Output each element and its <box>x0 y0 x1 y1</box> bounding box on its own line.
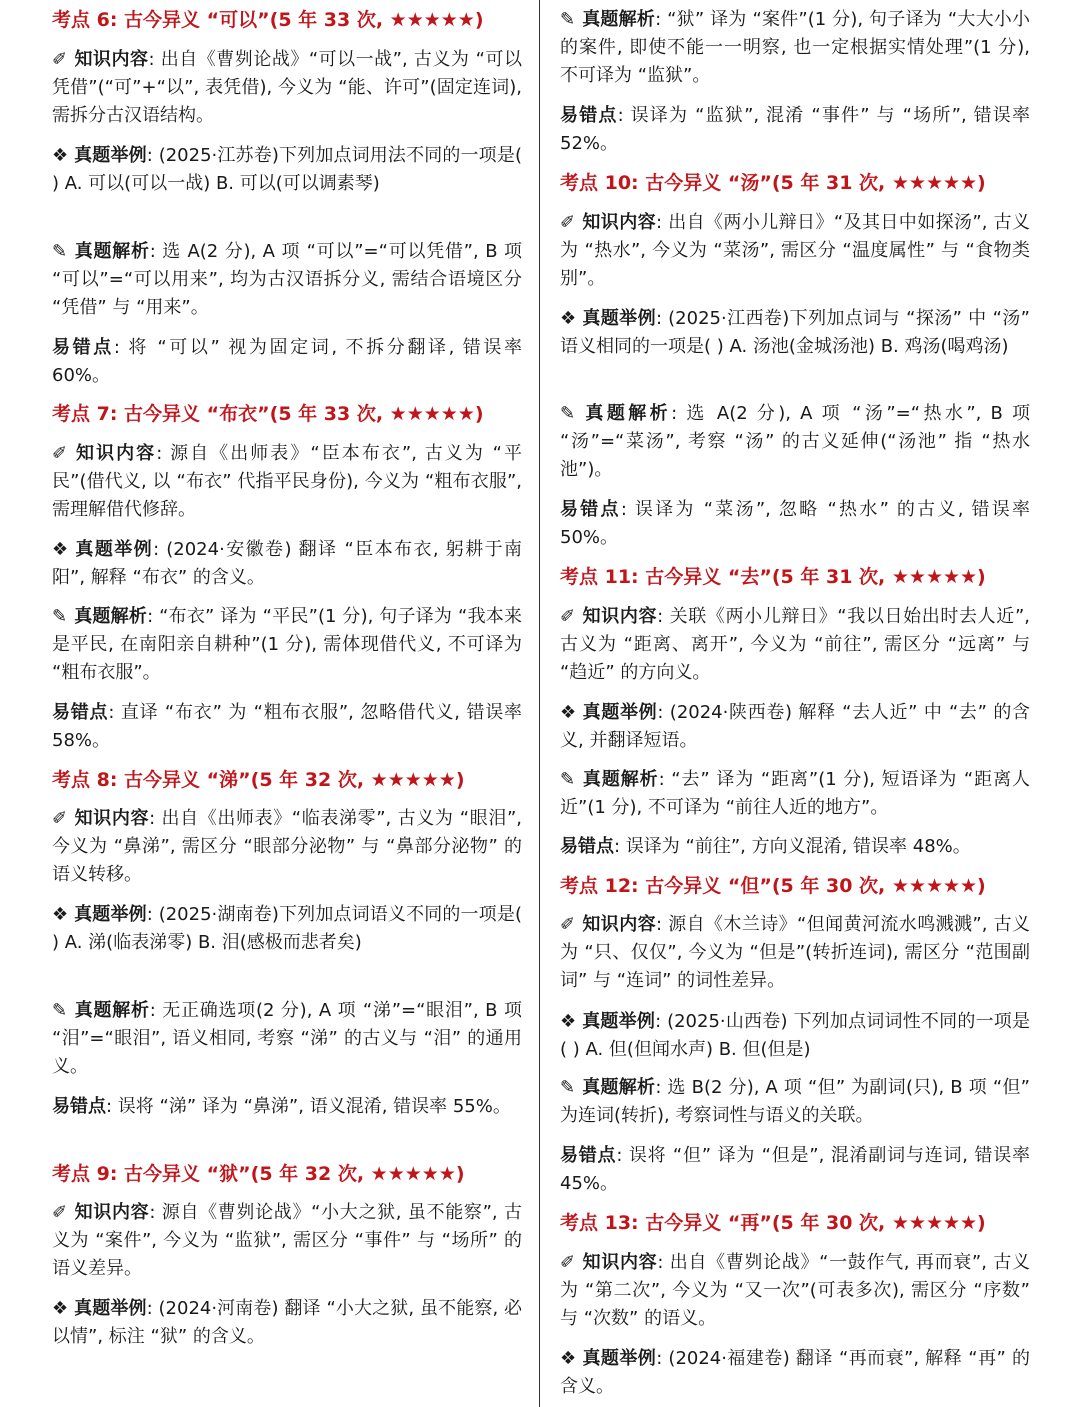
error-block <box>52 1093 522 1121</box>
pencil-icon: ✐ <box>52 49 68 70</box>
error-label: 易错点 <box>560 105 618 126</box>
error-block <box>560 833 1030 861</box>
example-label: 真题举例 <box>582 1348 657 1369</box>
diamond-icon: ❖ <box>52 904 69 925</box>
pencil-icon: ✐ <box>560 1252 576 1273</box>
example-block <box>560 699 1030 755</box>
section-heading: 考点 11: 古今异义 “去”(5 年 31 次, ★★★★★) <box>560 566 986 588</box>
pencil-icon: ✐ <box>560 606 576 627</box>
pencil-icon: ✐ <box>52 808 68 829</box>
example-text: : (2024·福建卷) 翻译 “再而衰”, 解释 “再” 的含义。 <box>560 1348 1030 1397</box>
example-block <box>52 1295 522 1351</box>
pencil-icon: ✐ <box>52 443 68 464</box>
example-block <box>52 901 522 957</box>
diamond-icon: ❖ <box>560 702 577 723</box>
knowledge-text: : 源自《曹刿论战》“小大之狱, 虽不能察”, 古义为 “案件”, 今义为 “监狱”, 需区分 “事件” 与 “场所” 的语义差异。 <box>52 1202 523 1279</box>
example-text: : (2024·陕西卷) 解释 “去人近” 中 “去” 的含义, 并翻译短语。 <box>560 702 1030 751</box>
section-heading: 考点 12: 古今异义 “但”(5 年 30 次, ★★★★★) <box>560 875 986 897</box>
section-kaodian-7 <box>52 400 522 428</box>
error-label: 易错点 <box>560 1145 617 1166</box>
error-block <box>52 334 522 390</box>
example-label: 真题举例 <box>582 308 656 329</box>
pen-icon: ✎ <box>560 1077 576 1098</box>
knowledge-block <box>52 1199 522 1283</box>
error-text: : 将 “可以” 视为固定词, 不拆分翻译, 错误率 60%。 <box>52 337 523 386</box>
knowledge-block <box>52 805 522 889</box>
knowledge-text: : 出自《两小儿辩日》“及其日中如探汤”, 古义为 “热水”, 今义为 “菜汤”, 需区分 “温度属性” 与 “食物类别”。 <box>560 212 1030 289</box>
error-text: : 误译为 “监狱”, 混淆 “事件” 与 “场所”, 错误率 52%。 <box>560 105 1030 154</box>
pen-icon: ✎ <box>560 9 576 30</box>
section-heading: 考点 7: 古今异义 “布衣”(5 年 33 次, ★★★★★) <box>52 403 484 425</box>
example-text: : (2025·山西卷) 下列加点词词性不同的一项是( ) A. 但(但闻水声) B. 但(但是) <box>560 1011 1030 1060</box>
pencil-icon: ✐ <box>52 1202 68 1223</box>
knowledge-label: 知识内容 <box>582 1252 658 1273</box>
pen-icon: ✎ <box>560 403 576 424</box>
diamond-icon: ❖ <box>560 1011 577 1032</box>
error-label: 易错点 <box>560 836 614 857</box>
analysis-label: 真题解析 <box>74 1000 150 1021</box>
example-block <box>52 142 522 198</box>
pen-icon: ✎ <box>52 606 68 627</box>
analysis-text: : 选 A(2 分), A 项 “汤”=“热水”, B 项 “汤”=“菜汤”, 考察 “汤” 的古义延伸(“汤池” 指 “热水池”)。 <box>560 403 1030 480</box>
knowledge-text: : 源自《木兰诗》“但闻黄河流水鸣溅溅”, 古义为 “只、仅仅”, 今义为 “但是”(转折连词), 需区分 “范围副词” 与 “连词” 的词性差异。 <box>560 914 1030 991</box>
knowledge-label: 知识内容 <box>74 49 149 70</box>
column-divider <box>539 0 540 1407</box>
section-kaodian-11 <box>560 563 1030 591</box>
analysis-text: : 无正确选项(2 分), A 项 “涕”=“眼泪”, B 项 “泪”=“眼泪”, 语义相同, 考察 “涕” 的古义与 “泪” 的通用义。 <box>52 1000 522 1077</box>
knowledge-block <box>560 209 1030 293</box>
example-label: 真题举例 <box>74 904 147 925</box>
error-block <box>560 102 1030 158</box>
example-block <box>52 536 522 592</box>
example-block <box>560 1345 1030 1401</box>
analysis-block <box>52 997 522 1081</box>
error-text: : 误译为 “菜汤”, 忽略 “热水” 的古义, 错误率 50%。 <box>560 499 1031 548</box>
example-block <box>560 1008 1030 1064</box>
knowledge-label: 知识内容 <box>582 914 657 935</box>
analysis-block <box>560 6 1030 90</box>
knowledge-label: 知识内容 <box>74 808 150 829</box>
section-heading: 考点 8: 古今异义 “涕”(5 年 32 次, ★★★★★) <box>52 769 465 791</box>
error-label: 易错点 <box>52 1096 106 1117</box>
analysis-text: : 选 A(2 分), A 项 “可以”=“可以凭借”, B 项 “可以”=“可以用来”, 均为古汉语拆分义, 需结合语境区分 “凭借” 与 “用来”。 <box>52 241 523 318</box>
analysis-label: 真题解析 <box>582 403 672 424</box>
diamond-icon: ❖ <box>560 1348 577 1369</box>
section-heading: 考点 10: 古今异义 “汤”(5 年 31 次, ★★★★★) <box>560 172 986 194</box>
section-kaodian-9 <box>52 1160 522 1188</box>
example-text: : (2024·河南卷) 翻译 “小大之狱, 虽不能察, 必以情”, 标注 “狱” 的含义。 <box>52 1298 523 1347</box>
knowledge-block <box>52 440 522 524</box>
example-label: 真题举例 <box>74 1298 147 1319</box>
knowledge-label: 知识内容 <box>74 443 157 464</box>
analysis-label: 真题解析 <box>582 9 656 30</box>
analysis-block <box>52 603 522 687</box>
error-text: : 直译 “布衣” 为 “粗布衣服”, 忽略借代义, 错误率 58%。 <box>52 702 523 751</box>
pencil-icon: ✐ <box>560 914 576 935</box>
error-label: 易错点 <box>52 702 109 723</box>
example-label: 真题举例 <box>74 539 154 560</box>
example-text: : (2025·湖南卷)下列加点词语义不同的一项是( ) A. 涕(临表涕零) B. 泪(感极而悲者矣) <box>52 904 523 953</box>
pen-icon: ✎ <box>560 769 576 790</box>
analysis-block <box>560 1074 1030 1130</box>
error-block <box>560 1142 1030 1198</box>
section-kaodian-13 <box>560 1209 1030 1237</box>
analysis-block <box>560 766 1030 822</box>
knowledge-text: : 出自《曹刿论战》“可以一战”, 古义为 “可以凭借”(“可”+“以”, 表凭借), 今义为 “能、许可”(固定连词), 需拆分古汉语结构。 <box>52 49 522 126</box>
section-heading: 考点 6: 古今异义 “可以”(5 年 33 次, ★★★★★) <box>52 9 484 31</box>
knowledge-block <box>560 1249 1030 1333</box>
pen-icon: ✎ <box>52 241 68 262</box>
error-block <box>52 699 522 755</box>
diamond-icon: ❖ <box>52 145 69 166</box>
analysis-text: : “去” 译为 “距离”(1 分), 短语译为 “距离人近”(1 分), 不可译为 “前往人近的地方”。 <box>560 769 1030 818</box>
analysis-label: 真题解析 <box>582 769 659 790</box>
knowledge-text: : 关联《两小儿辩日》“我以日始出时去人近”, 古义为 “距离、离开”, 今义为 “前往”, 需区分 “远离” 与 “趋近” 的方向义。 <box>560 606 1030 683</box>
example-label: 真题举例 <box>74 145 147 166</box>
example-text: : (2025·江苏卷)下列加点词用法不同的一项是( ) A. 可以(可以一战) B. 可以(可以调素琴) <box>52 145 523 194</box>
analysis-label: 真题解析 <box>582 1077 656 1098</box>
diamond-icon: ❖ <box>560 308 577 329</box>
knowledge-block <box>560 603 1030 687</box>
section-kaodian-10 <box>560 169 1030 197</box>
section-kaodian-8 <box>52 766 522 794</box>
example-label: 真题举例 <box>582 1011 656 1032</box>
knowledge-label: 知识内容 <box>582 212 657 233</box>
analysis-text: : “布衣” 译为 “平民”(1 分), 句子译为 “我本来是平民, 在南阳亲自耕种”(1 分), 需体现借代义, 不可译为 “粗布衣服”。 <box>52 606 523 683</box>
knowledge-block <box>560 911 1030 995</box>
error-block <box>560 496 1030 552</box>
section-heading: 考点 9: 古今异义 “狱”(5 年 32 次, ★★★★★) <box>52 1163 465 1185</box>
error-text: : 误将 “涕” 译为 “鼻涕”, 语义混淆, 错误率 55%。 <box>106 1096 511 1117</box>
right-column <box>560 0 1030 1407</box>
analysis-block <box>52 238 522 322</box>
analysis-label: 真题解析 <box>74 241 150 262</box>
analysis-label: 真题解析 <box>74 606 148 627</box>
pen-icon: ✎ <box>52 1000 68 1021</box>
diamond-icon: ❖ <box>52 1298 69 1319</box>
error-text: : 误译为 “前往”, 方向义混淆, 错误率 48%。 <box>614 836 971 857</box>
analysis-block <box>560 400 1030 484</box>
section-heading: 考点 13: 古今异义 “再”(5 年 30 次, ★★★★★) <box>560 1212 986 1234</box>
pencil-icon: ✐ <box>560 212 576 233</box>
section-kaodian-6 <box>52 6 522 34</box>
example-block <box>560 305 1030 361</box>
knowledge-text: : 源自《出师表》“臣本布衣”, 古义为 “平民”(借代义, 以 “布衣” 代指平民身份), 今义为 “粗布衣服”, 需理解借代修辞。 <box>52 443 523 520</box>
knowledge-label: 知识内容 <box>74 1202 150 1223</box>
error-label: 易错点 <box>560 499 621 520</box>
example-text: : (2025·江西卷)下列加点词与 “探汤” 中 “汤” 语义相同的一项是( ) A. 汤池(金城汤池) B. 鸡汤(喝鸡汤) <box>560 308 1031 357</box>
analysis-text: : “狱” 译为 “案件”(1 分), 句子译为 “大大小小的案件, 即使不能一一明察, 也一定根据实情处理”(1 分), 不可译为 “监狱”。 <box>560 9 1031 86</box>
example-text: : (2024·安徽卷) 翻译 “臣本布衣, 躬耕于南阳”, 解释 “布衣” 的含义。 <box>52 539 523 588</box>
knowledge-block <box>52 46 522 130</box>
diamond-icon: ❖ <box>52 539 69 560</box>
left-column <box>52 0 522 1407</box>
analysis-text: : 选 B(2 分), A 项 “但” 为副词(只), B 项 “但” 为连词(转折), 考察词性与语义的关联。 <box>560 1077 1031 1126</box>
error-text: : 误将 “但” 译为 “但是”, 混淆副词与连词, 错误率 45%。 <box>560 1145 1031 1194</box>
knowledge-text: : 出自《出师表》“临表涕零”, 古义为 “眼泪”, 今义为 “鼻涕”, 需区分 “眼部分泌物” 与 “鼻部分泌物” 的语义转移。 <box>52 808 523 885</box>
section-kaodian-12 <box>560 872 1030 900</box>
error-label: 易错点 <box>52 337 114 358</box>
knowledge-text: : 出自《曹刿论战》“一鼓作气, 再而衰”, 古义为 “第二次”, 今义为 “又一次”(可表多次), 需区分 “序数” 与 “次数” 的语义。 <box>560 1252 1031 1329</box>
example-label: 真题举例 <box>582 702 658 723</box>
knowledge-label: 知识内容 <box>582 606 658 627</box>
